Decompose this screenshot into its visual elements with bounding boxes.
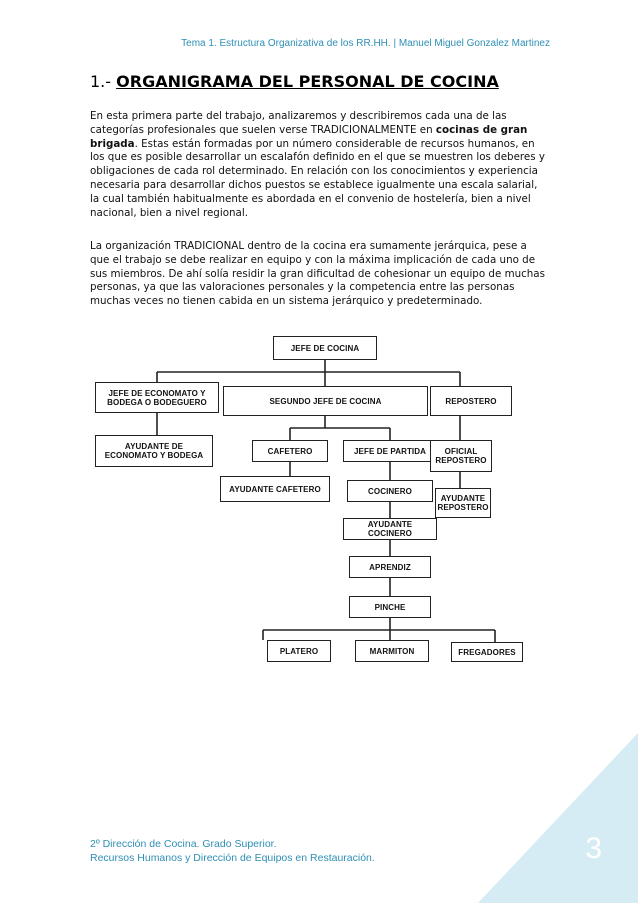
section-title-text: ORGANIGRAMA DEL PERSONAL DE COCINA bbox=[116, 72, 499, 91]
box-cafetero: CAFETERO bbox=[252, 440, 328, 462]
section-title bbox=[90, 72, 550, 91]
footer-line-module: Recursos Humanos y Dirección de Equipos en Restauración. bbox=[90, 852, 375, 864]
org-chart bbox=[85, 330, 545, 665]
box-ayudante-cafetero: AYUDANTE CAFETERO bbox=[220, 476, 330, 502]
box-oficial-repostero: OFICIAL REPOSTERO bbox=[430, 440, 492, 472]
box-ayudante-cocinero: AYUDANTE COCINERO bbox=[343, 518, 437, 540]
box-cocinero: COCINERO bbox=[347, 480, 433, 502]
box-fregadores: FREGADORES bbox=[451, 642, 523, 662]
box-jefe-economato: JEFE DE ECONOMATO Y BODEGA O BODEGUERO bbox=[95, 382, 219, 413]
box-pinche: PINCHE bbox=[349, 596, 431, 618]
page-footer bbox=[90, 837, 375, 865]
paragraph-intro-bold: cocinas de gran brigada bbox=[90, 123, 528, 150]
page-number: 3 bbox=[585, 832, 602, 865]
box-repostero: REPOSTERO bbox=[430, 386, 512, 416]
page-corner-decoration bbox=[478, 733, 638, 903]
footer-line-course: 2º Dirección de Cocina. Grado Superior. bbox=[90, 838, 277, 850]
box-aprendiz: APRENDIZ bbox=[349, 556, 431, 578]
paragraph-intro-part2: . Estas están formadas por un número considerable de recursos humanos, en los que es posible desarrollar un escalafón definido en el que se muestren los deberes y obligaciones de cada rol determinado. En relación con los conocimientos y experiencia necesaria para desarrollar dichos puestos se establece igualmente una escala salarial, la cual también habitualmente es abordada en el convenio de hostelería, bien a nivel nacional, bien a nivel regional. bbox=[90, 137, 545, 219]
box-ayudante-repostero: AYUDANTE REPOSTERO bbox=[435, 488, 491, 518]
box-segundo-jefe: SEGUNDO JEFE DE COCINA bbox=[223, 386, 428, 416]
paragraph-intro-part1: En esta primera parte del trabajo, analizaremos y describiremos cada una de las categorías profesionales que suelen verse TRADICIONALMENTE en bbox=[90, 110, 507, 136]
paragraph-intro bbox=[90, 110, 548, 220]
paragraph-organization: La organización TRADICIONAL dentro de la cocina era sumamente jerárquica, pese a que el trabajo se debe realizar en equipo y con la máxima implicación de cada uno de sus miembros. De ahí solía residir la gran dificultad de cohesionar un equipo de muchas personas, ya que las valoraciones personales y la competencia entre las personas muchas veces no tienen cabida en un sistema jerárquico y predeterminado. bbox=[90, 240, 545, 308]
box-jefe-cocina: JEFE DE COCINA bbox=[273, 336, 377, 360]
box-jefe-partida: JEFE DE PARTIDA bbox=[343, 440, 437, 462]
box-platero: PLATERO bbox=[267, 640, 331, 662]
section-number: 1.- bbox=[90, 72, 112, 91]
running-header: Tema 1. Estructura Organizativa de los RR.HH. | Manuel Miguel Gonzalez Martinez bbox=[181, 38, 550, 49]
box-ayudante-economato: AYUDANTE DE ECONOMATO Y BODEGA bbox=[95, 435, 213, 467]
box-marmiton: MARMITON bbox=[355, 640, 429, 662]
